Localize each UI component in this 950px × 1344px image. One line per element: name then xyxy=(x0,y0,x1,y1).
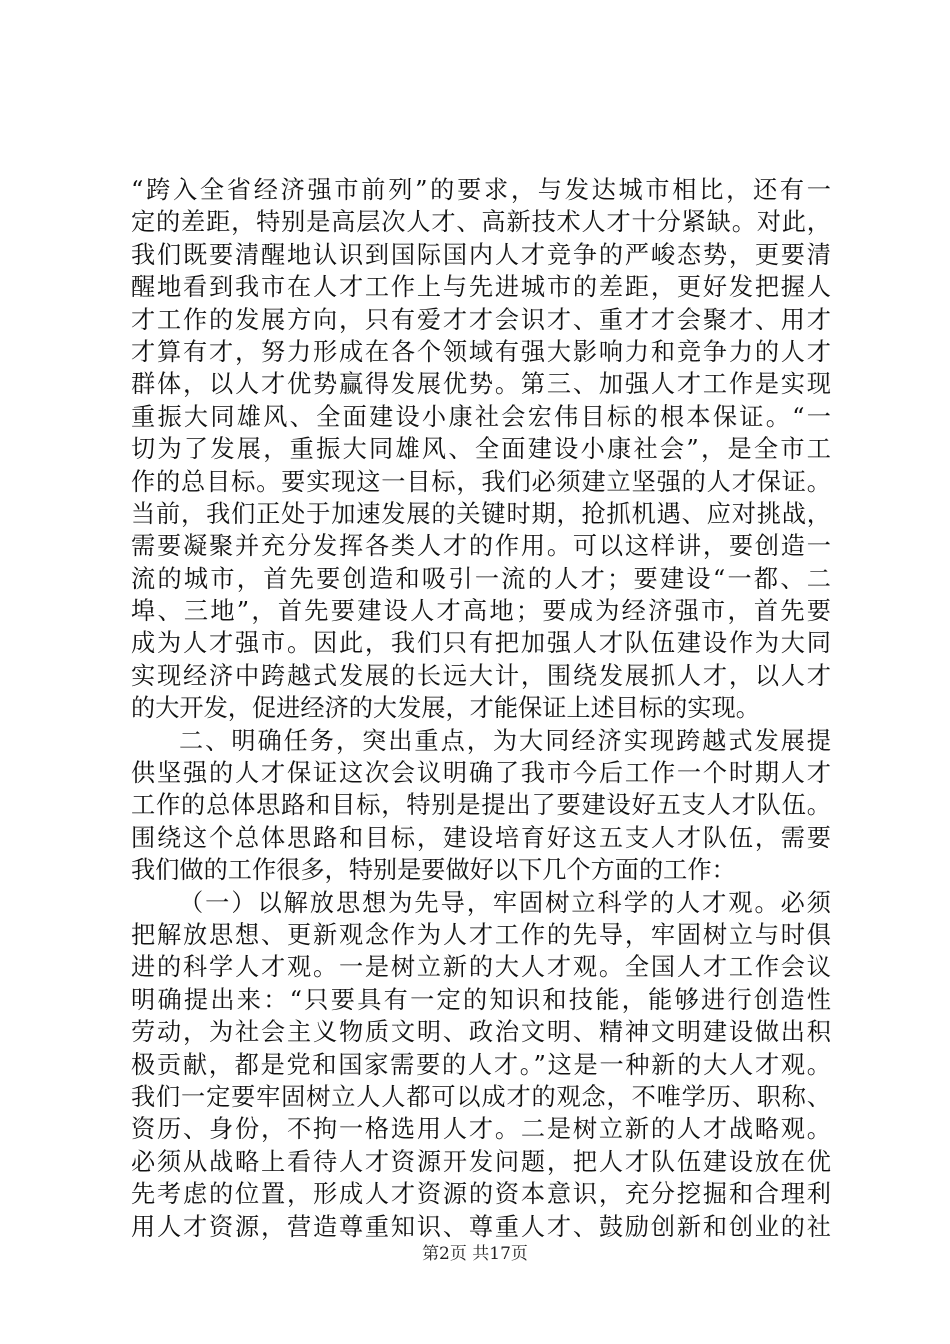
text-line: 进的科学人才观。一是树立新的大人才观。全国人才工作会议 xyxy=(131,953,831,982)
text-line: 我们既要清醒地认识到国际国内人才竞争的严峻态势，更要清 xyxy=(131,240,831,269)
text-line: 流的城市，首先要创造和吸引一流的人才；要建设“一都、二 xyxy=(131,564,831,593)
text-line: 极贡献，都是党和国家需要的人才。”这是一种新的大人才观。 xyxy=(131,1050,831,1079)
text-line: 先考虑的位置，形成人才资源的资本意识，充分挖掘和合理利 xyxy=(131,1180,831,1209)
text-line: 成为人才强市。因此，我们只有把加强人才队伍建设作为大同 xyxy=(131,629,831,658)
text-line: 需要凝聚并充分发挥各类人才的作用。可以这样讲，要创造一 xyxy=(131,532,831,561)
text-line: 供坚强的人才保证这次会议明确了我市今后工作一个时期人才 xyxy=(131,759,831,788)
text-line: 实现经济中跨越式发展的长远大计，围绕发展抓人才，以人才 xyxy=(131,661,831,690)
text-line: “跨入全省经济强市前列”的要求，与发达城市相比，还有一 xyxy=(131,176,831,204)
text-line: 必须从战略上看待人才资源开发问题，把人才队伍建设放在优 xyxy=(131,1147,831,1176)
text-line: 才算有才，努力形成在各个领域有强大影响力和竞争力的人才 xyxy=(131,337,831,366)
text-line: （一）以解放思想为先导，牢固树立科学的人才观。必须 xyxy=(179,888,831,917)
text-line: 定的差距，特别是高层次人才、高新技术人才十分紧缺。对此， xyxy=(131,208,831,237)
text-line: 我们做的工作很多，特别是要做好以下几个方面的工作： xyxy=(131,856,736,885)
text-line: 当前，我们正处于加速发展的关键时期，抢抓机遇、应对挑战， xyxy=(131,499,831,528)
text-line: 埠、三地”，首先要建设人才高地；要成为经济强市，首先要 xyxy=(131,597,831,626)
text-line: 的大开发，促进经济的大发展，才能保证上述目标的实现。 xyxy=(131,694,760,723)
text-line: 醒地看到我市在人才工作上与先进城市的差距，更好发把握人 xyxy=(131,273,831,302)
text-line: 用人才资源，营造尊重知识、尊重人才、鼓励创新和创业的社 xyxy=(131,1212,831,1241)
text-line: 工作的总体思路和目标，特别是提出了要建设好五支人才队伍。 xyxy=(131,791,831,820)
text-line: 围绕这个总体思路和目标，建设培育好这五支人才队伍，需要 xyxy=(131,823,831,852)
page-number-footer: 第2页 共17页 xyxy=(422,1244,528,1264)
text-line: 劳动，为社会主义物质文明、政治文明、精神文明建设做出积 xyxy=(131,1018,831,1047)
text-line: 重振大同雄风、全面建设小康社会宏伟目标的根本保证。“一 xyxy=(131,402,831,431)
text-line: 才工作的发展方向，只有爱才才会识才、重才才会聚才、用才 xyxy=(131,305,831,334)
text-line: 资历、身份，不拘一格选用人才。二是树立新的人才战略观。 xyxy=(131,1115,831,1144)
text-line: 群体，以人才优势赢得发展优势。第三、加强人才工作是实现 xyxy=(131,370,831,399)
text-line: 明确提出来：“只要具有一定的知识和技能，能够进行创造性 xyxy=(131,985,831,1014)
text-line: 作的总目标。要实现这一目标，我们必须建立坚强的人才保证。 xyxy=(131,467,831,496)
text-line: 切为了发展，重振大同雄风、全面建设小康社会”，是全市工 xyxy=(131,435,831,464)
text-line: 二、明确任务，突出重点，为大同经济实现跨越式发展提 xyxy=(179,726,831,755)
body-text xyxy=(131,174,831,1243)
text-line: 把解放思想、更新观念作为人才工作的先导，牢固树立与时俱 xyxy=(131,920,831,949)
text-line: 我们一定要牢固树立人人都可以成才的观念，不唯学历、职称、 xyxy=(131,1082,831,1111)
